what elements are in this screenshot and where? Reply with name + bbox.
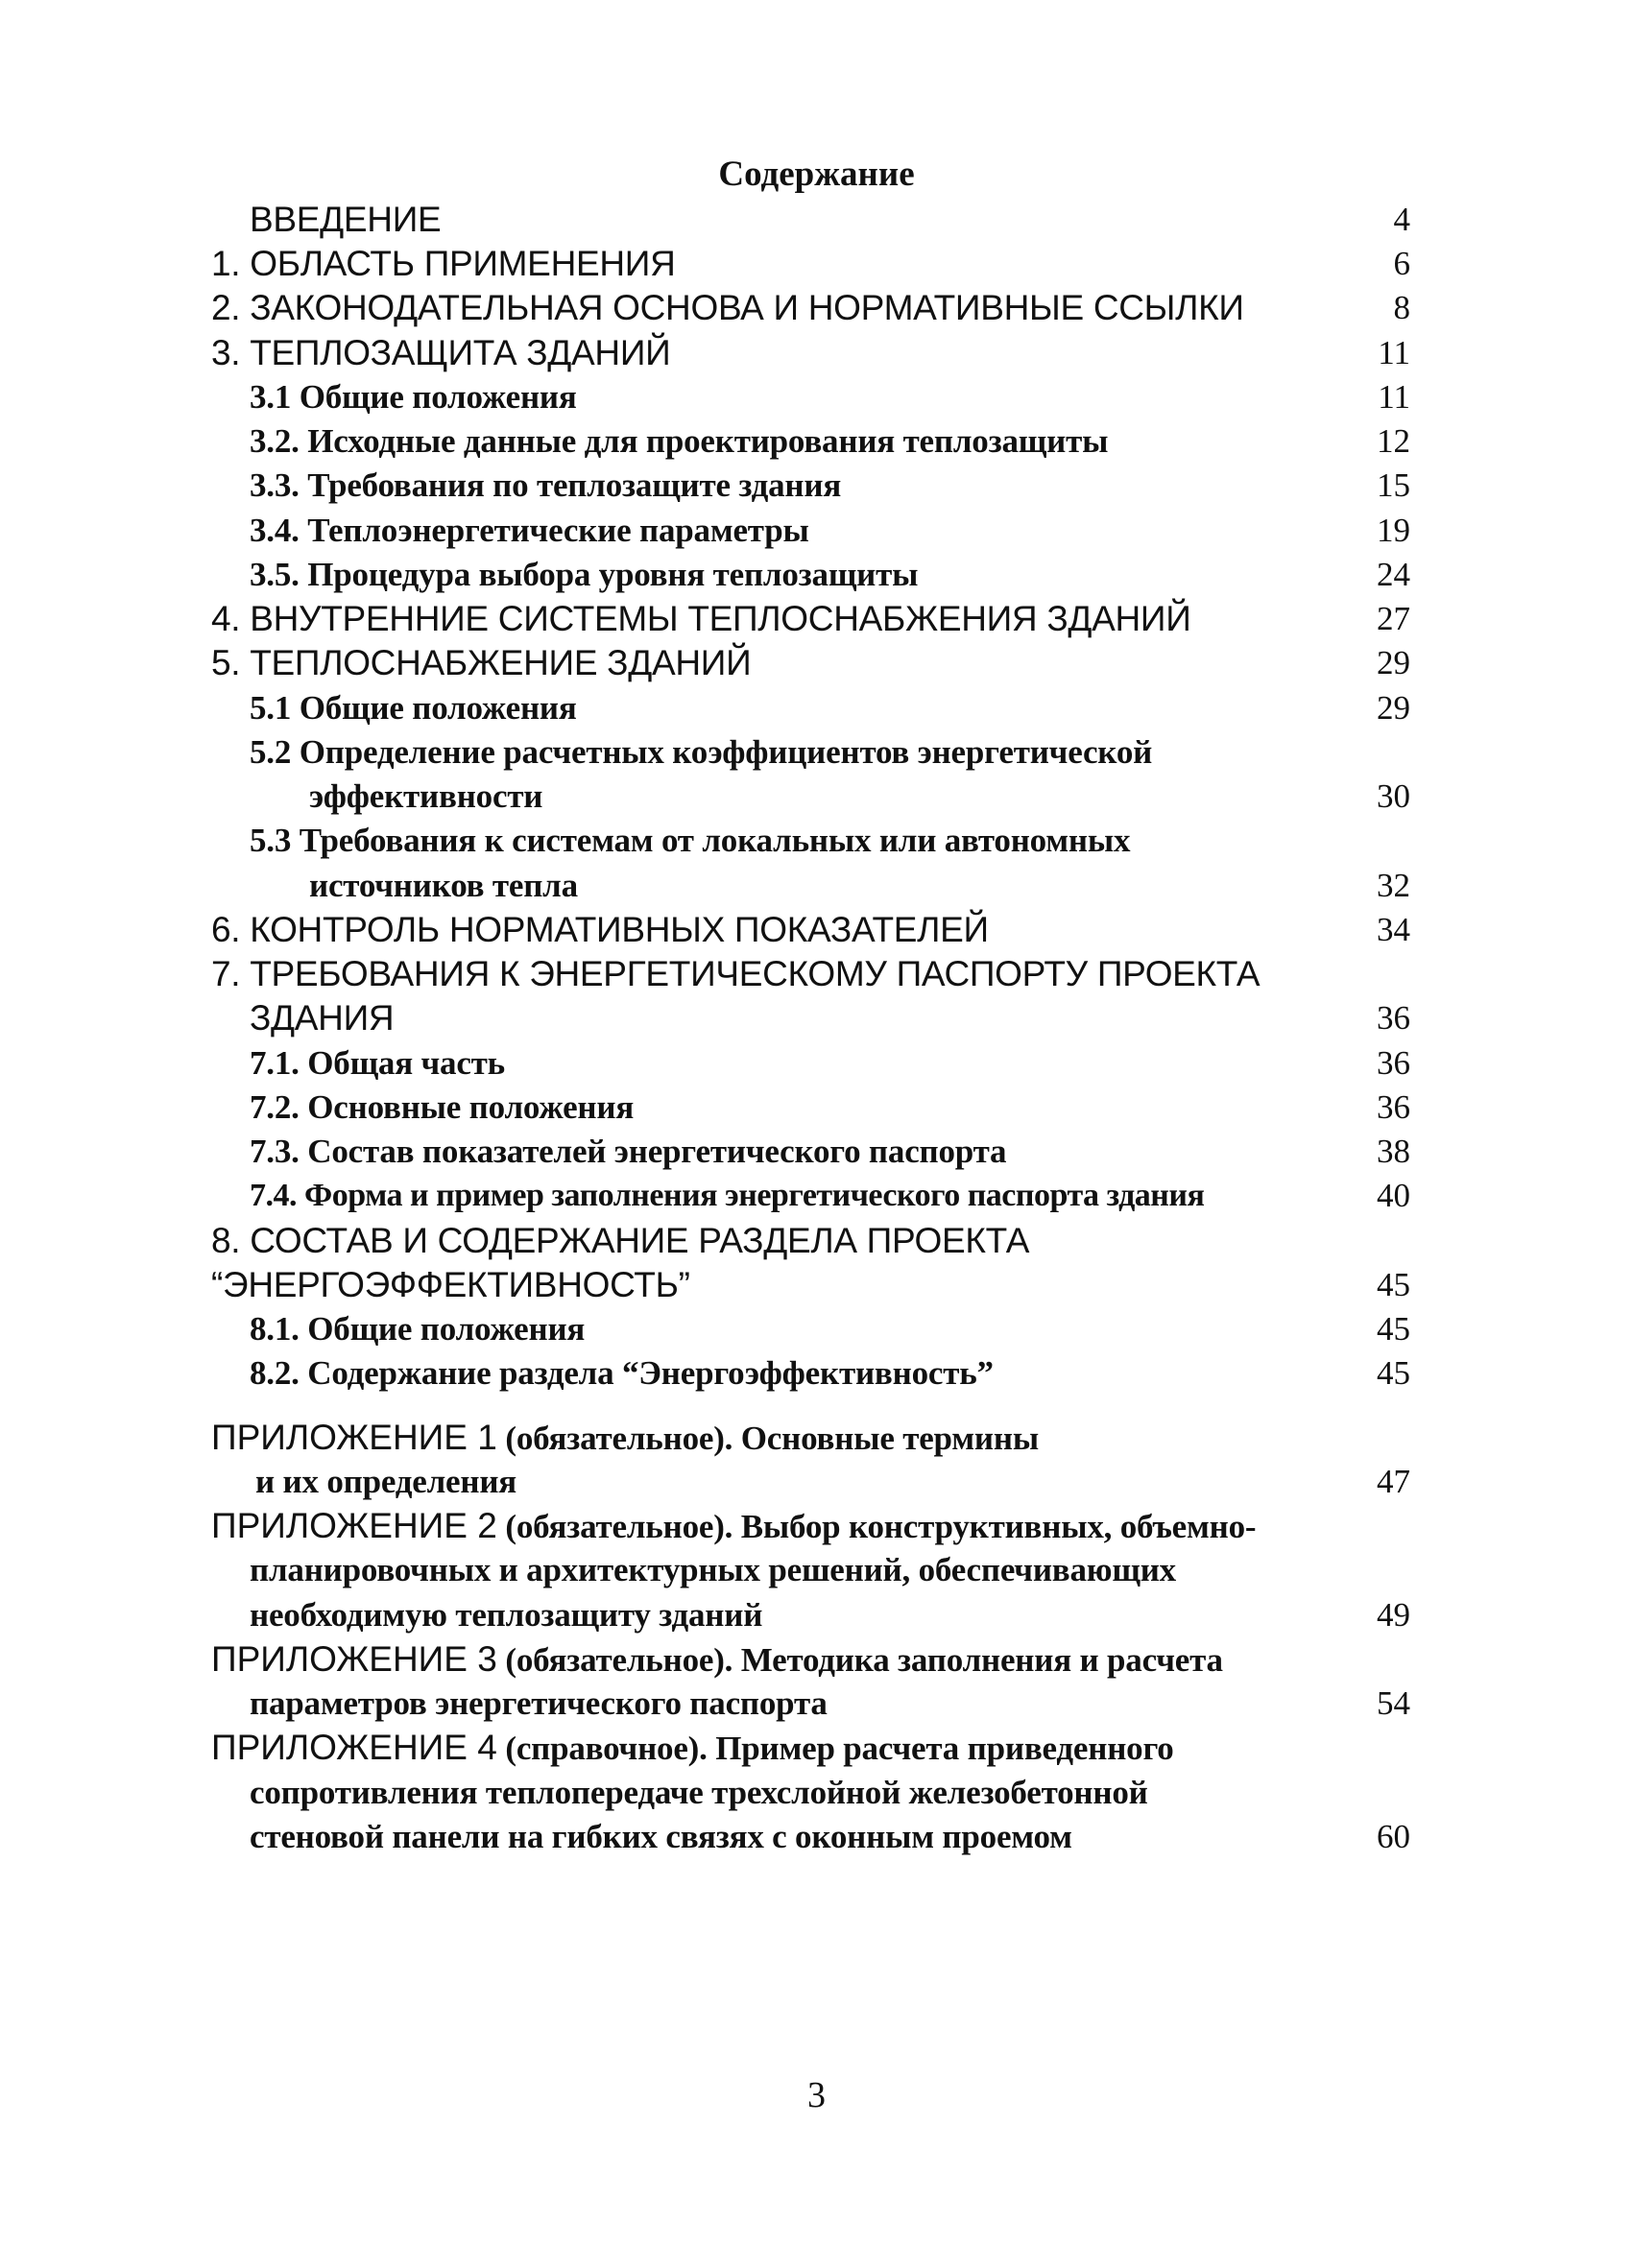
toc-entry-5-2-line2: эффективности bbox=[309, 777, 543, 815]
toc-entry-6: 6. КОНТРОЛЬ НОРМАТИВНЫХ ПОКАЗАТЕЛЕЙ bbox=[211, 910, 989, 949]
toc-entry-5-3-line1: 5.3 Требования к системам от локальных или автономных bbox=[250, 822, 1131, 859]
toc-entry-5-2-line1: 5.2 Определение расчетных коэффициентов энергетической bbox=[250, 733, 1153, 771]
toc-entry-8-line1: 8. СОСТАВ И СОДЕРЖАНИЕ РАЗДЕЛА ПРОЕКТА bbox=[211, 1221, 1030, 1260]
toc-entry-4: 4. ВНУТРЕННИЕ СИСТЕМЫ ТЕПЛОСНАБЖЕНИЯ ЗДАНИЙ bbox=[211, 599, 1191, 638]
toc-entry-introduction: ВВЕДЕНИЕ bbox=[250, 200, 442, 239]
toc-page-appendix-4: 60 bbox=[1377, 1818, 1410, 1855]
toc-page-7-4: 40 bbox=[1377, 1177, 1410, 1214]
toc-page-8-2: 45 bbox=[1377, 1354, 1410, 1392]
toc-entry-appendix-2-line2: планировочных и архитектурных решений, обеспечивающих bbox=[250, 1551, 1176, 1588]
toc-entry-appendix-4-line1 bbox=[211, 1726, 1174, 1770]
toc-entry-appendix-3-line2: параметров энергетического паспорта bbox=[250, 1684, 828, 1722]
toc-page-7-1: 36 bbox=[1377, 1044, 1410, 1082]
appendix-1-caption: (обязательное). Основные термины bbox=[496, 1420, 1039, 1457]
toc-page-8-1: 45 bbox=[1377, 1310, 1410, 1348]
toc-entry-7-line2: ЗДАНИЯ bbox=[250, 998, 395, 1038]
toc-page-8: 45 bbox=[1377, 1266, 1410, 1303]
toc-entry-appendix-1-line1 bbox=[211, 1416, 1039, 1460]
toc-entry-3-5: 3.5. Процедура выбора уровня теплозащиты bbox=[250, 556, 919, 593]
toc-entry-5: 5. ТЕПЛОСНАБЖЕНИЕ ЗДАНИЙ bbox=[211, 643, 752, 682]
toc-page-5-2: 30 bbox=[1377, 777, 1410, 815]
toc-page-appendix-3: 54 bbox=[1377, 1684, 1410, 1722]
toc-entry-1: 1. ОБЛАСТЬ ПРИМЕНЕНИЯ bbox=[211, 244, 676, 283]
toc-entry-8-1: 8.1. Общие положения bbox=[250, 1310, 586, 1348]
toc-entry-appendix-4-line2: сопротивления теплопередаче трехслойной железобетонной bbox=[250, 1774, 1148, 1811]
appendix-3-heading: ПРИЛОЖЕНИЕ 3 bbox=[211, 1639, 497, 1679]
toc-page-3-3: 15 bbox=[1377, 466, 1410, 504]
toc-page-5: 29 bbox=[1377, 644, 1410, 681]
toc-page-1: 6 bbox=[1393, 245, 1410, 282]
toc-entry-appendix-4-line3: стеновой панели на гибких связях с оконным проемом bbox=[250, 1818, 1072, 1855]
toc-entry-appendix-2-line3: необходимую теплозащиту зданий bbox=[250, 1596, 763, 1634]
toc-entry-7-2: 7.2. Основные положения bbox=[250, 1088, 635, 1126]
toc-page-appendix-2: 49 bbox=[1377, 1596, 1410, 1634]
toc-entry-5-1: 5.1 Общие положения bbox=[250, 689, 577, 727]
toc-page-appendix-1: 47 bbox=[1377, 1463, 1410, 1500]
toc-page-7-2: 36 bbox=[1377, 1088, 1410, 1126]
toc-page-5-3: 32 bbox=[1377, 867, 1410, 904]
toc-page-3-4: 19 bbox=[1377, 512, 1410, 549]
appendix-2-caption: (обязательное). Выбор конструктивных, объемно- bbox=[496, 1508, 1257, 1545]
appendix-1-heading: ПРИЛОЖЕНИЕ 1 bbox=[211, 1418, 497, 1457]
toc-entry-appendix-2-line1 bbox=[211, 1504, 1256, 1548]
toc-entry-7-4: 7.4. Форма и пример заполнения энергетического паспорта здания bbox=[250, 1178, 1205, 1213]
toc-entry-7-3: 7.3. Состав показателей энергетического паспорта bbox=[250, 1133, 1007, 1170]
toc-page-2: 8 bbox=[1393, 289, 1410, 326]
toc-entry-3-3: 3.3. Требования по теплозащите здания bbox=[250, 466, 842, 504]
toc-entry-appendix-1-line2: и их определения bbox=[255, 1463, 517, 1500]
toc-page-7-3: 38 bbox=[1377, 1133, 1410, 1170]
toc-entry-3-4: 3.4. Теплоэнергетические параметры bbox=[250, 512, 809, 549]
toc-page-3-5: 24 bbox=[1377, 556, 1410, 593]
appendix-3-caption: (обязательное). Методика заполнения и расчета bbox=[496, 1641, 1223, 1679]
toc-page-4: 27 bbox=[1377, 600, 1410, 637]
toc-entry-appendix-3-line1 bbox=[211, 1637, 1223, 1682]
toc-entry-8-2: 8.2. Содержание раздела “Энергоэффективность” bbox=[250, 1354, 994, 1392]
toc-entry-5-3-line2: источников тепла bbox=[309, 867, 578, 904]
toc-page-3-1: 11 bbox=[1378, 378, 1410, 416]
toc-entry-3-2: 3.2. Исходные данные для проектирования теплозащиты bbox=[250, 422, 1109, 460]
toc-page-5-1: 29 bbox=[1377, 689, 1410, 727]
toc-page-7: 36 bbox=[1377, 999, 1410, 1037]
toc-page-3-2: 12 bbox=[1377, 422, 1410, 460]
toc-entry-3-1: 3.1 Общие положения bbox=[250, 378, 577, 416]
toc-entry-3: 3. ТЕПЛОЗАЩИТА ЗДАНИЙ bbox=[211, 333, 671, 372]
toc-page-3: 11 bbox=[1378, 334, 1410, 371]
toc-page-6: 34 bbox=[1377, 911, 1410, 948]
appendix-2-heading: ПРИЛОЖЕНИЕ 2 bbox=[211, 1506, 497, 1545]
toc-entry-2: 2. ЗАКОНОДАТЕЛЬНАЯ ОСНОВА И НОРМАТИВНЫЕ ССЫЛКИ bbox=[211, 288, 1244, 327]
toc-entry-7-line1: 7. ТРЕБОВАНИЯ К ЭНЕРГЕТИЧЕСКОМУ ПАСПОРТУ ПРОЕКТА bbox=[211, 954, 1261, 993]
toc-title: Содержание bbox=[718, 155, 915, 194]
appendix-4-heading: ПРИЛОЖЕНИЕ 4 bbox=[211, 1728, 497, 1767]
appendix-4-caption: (справочное). Пример расчета приведенного bbox=[496, 1730, 1174, 1767]
page-number: 3 bbox=[807, 2075, 826, 2115]
toc-entry-8-line2: “ЭНЕРГОЭФФЕКТИВНОСТЬ” bbox=[211, 1265, 690, 1304]
toc-entry-7-1: 7.1. Общая часть bbox=[250, 1044, 505, 1082]
toc-page-introduction: 4 bbox=[1393, 201, 1410, 238]
